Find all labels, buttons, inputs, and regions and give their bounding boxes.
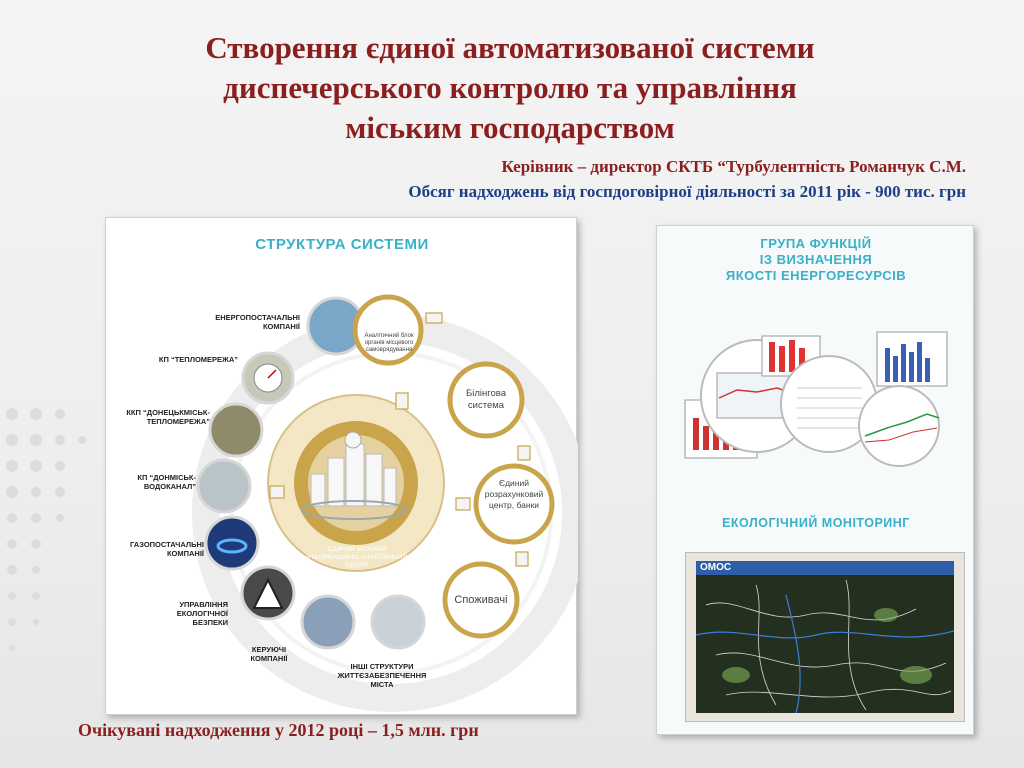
title-line-2: диспечерського контролю та управління	[223, 70, 797, 105]
node-billing-system: Білінгова система	[465, 388, 506, 411]
title-line-3: міським господарством	[345, 110, 675, 145]
structure-heading: СТРУКТУРА СИСТЕМИ	[255, 236, 429, 253]
label-kp-donmisk-vodokanal: КП “ДОНМІСЬК- ВОДОКАНАЛ”	[137, 473, 196, 491]
label-kp-teplomerezha: КП “ТЕПЛОМЕРЕЖА”	[158, 355, 238, 364]
title-line-1: Створення єдиної автоматизованої системи	[205, 30, 815, 65]
energy-quality-panel	[656, 225, 974, 735]
label-environmental-safety-department: УПРАВЛІННЯ ЕКОЛОГІЧНОЇ БЕЗПЕКИ	[176, 600, 228, 627]
monitor-map	[696, 575, 954, 713]
functions-heading	[657, 236, 975, 284]
monitor-label: OMOC	[700, 562, 732, 573]
label-energy-supply-companies: ЕНЕРГОПОСТАЧАЛЬНІ КОМПАНІЇ	[215, 313, 300, 331]
node-analytical-block: Аналітичний блок органів місцевого самоврядування	[364, 333, 414, 353]
screenshot-collage	[657, 318, 975, 468]
monitor-screen	[696, 561, 954, 713]
subtitle-leader: Керівник – директор СКТБ “Турбулентність Романчук С.М.	[501, 157, 966, 176]
functions-heading-line-2: ІЗ ВИЗНАЧЕННЯ	[759, 252, 873, 267]
decorative-dots	[0, 400, 90, 740]
node-consumers: Споживачі	[454, 594, 508, 606]
label-kkp-donetskmisk-teplomerezha: ККП “ДОНЕЦЬКМІСЬК- ТЕПЛОМЕРЕЖА”	[126, 408, 210, 426]
structure-diagram	[106, 218, 578, 716]
page-title	[60, 28, 960, 148]
monitor-frame	[685, 552, 965, 722]
subtitle-volume: Обсяг надходжень від госпдоговірної діяльності за 2011 рік - 900 тис. грн	[408, 182, 966, 201]
label-gas-supply-companies: ГАЗОПОСТАЧАЛЬНІ КОМПАНІЇ	[130, 540, 204, 558]
center-ring-label: ЄДИНИЙ МІСЬКИЙ ІНФОРМАЦІЙНО-АНАЛІТИЧНИЙ ЦЕНТР	[306, 546, 408, 569]
label-managing-companies: КЕРУЮЧІ КОМПАНІЇ	[250, 645, 288, 663]
functions-heading-line-3: ЯКОСТІ ЕНЕРГОРЕСУРСІВ	[725, 268, 907, 283]
system-structure-panel	[105, 217, 577, 715]
expected-income-2012: Очікувані надходження у 2012 році – 1,5 млн. грн	[78, 720, 479, 740]
node-settlement-center: Єдиний розрахунковий центр, банки	[484, 478, 544, 510]
eco-monitoring-heading: ЕКОЛОГІЧНИЙ МОНІТОРИНГ	[722, 516, 910, 530]
functions-heading-line-1: ГРУПА ФУНКЦІЙ	[760, 236, 872, 251]
monitor-header-bar	[696, 561, 954, 575]
label-other-life-support-structures: ІНШІ СТРУКТУРИ ЖИТТЄЗАБЕЗПЕЧЕННЯ МІСТА	[337, 662, 427, 689]
